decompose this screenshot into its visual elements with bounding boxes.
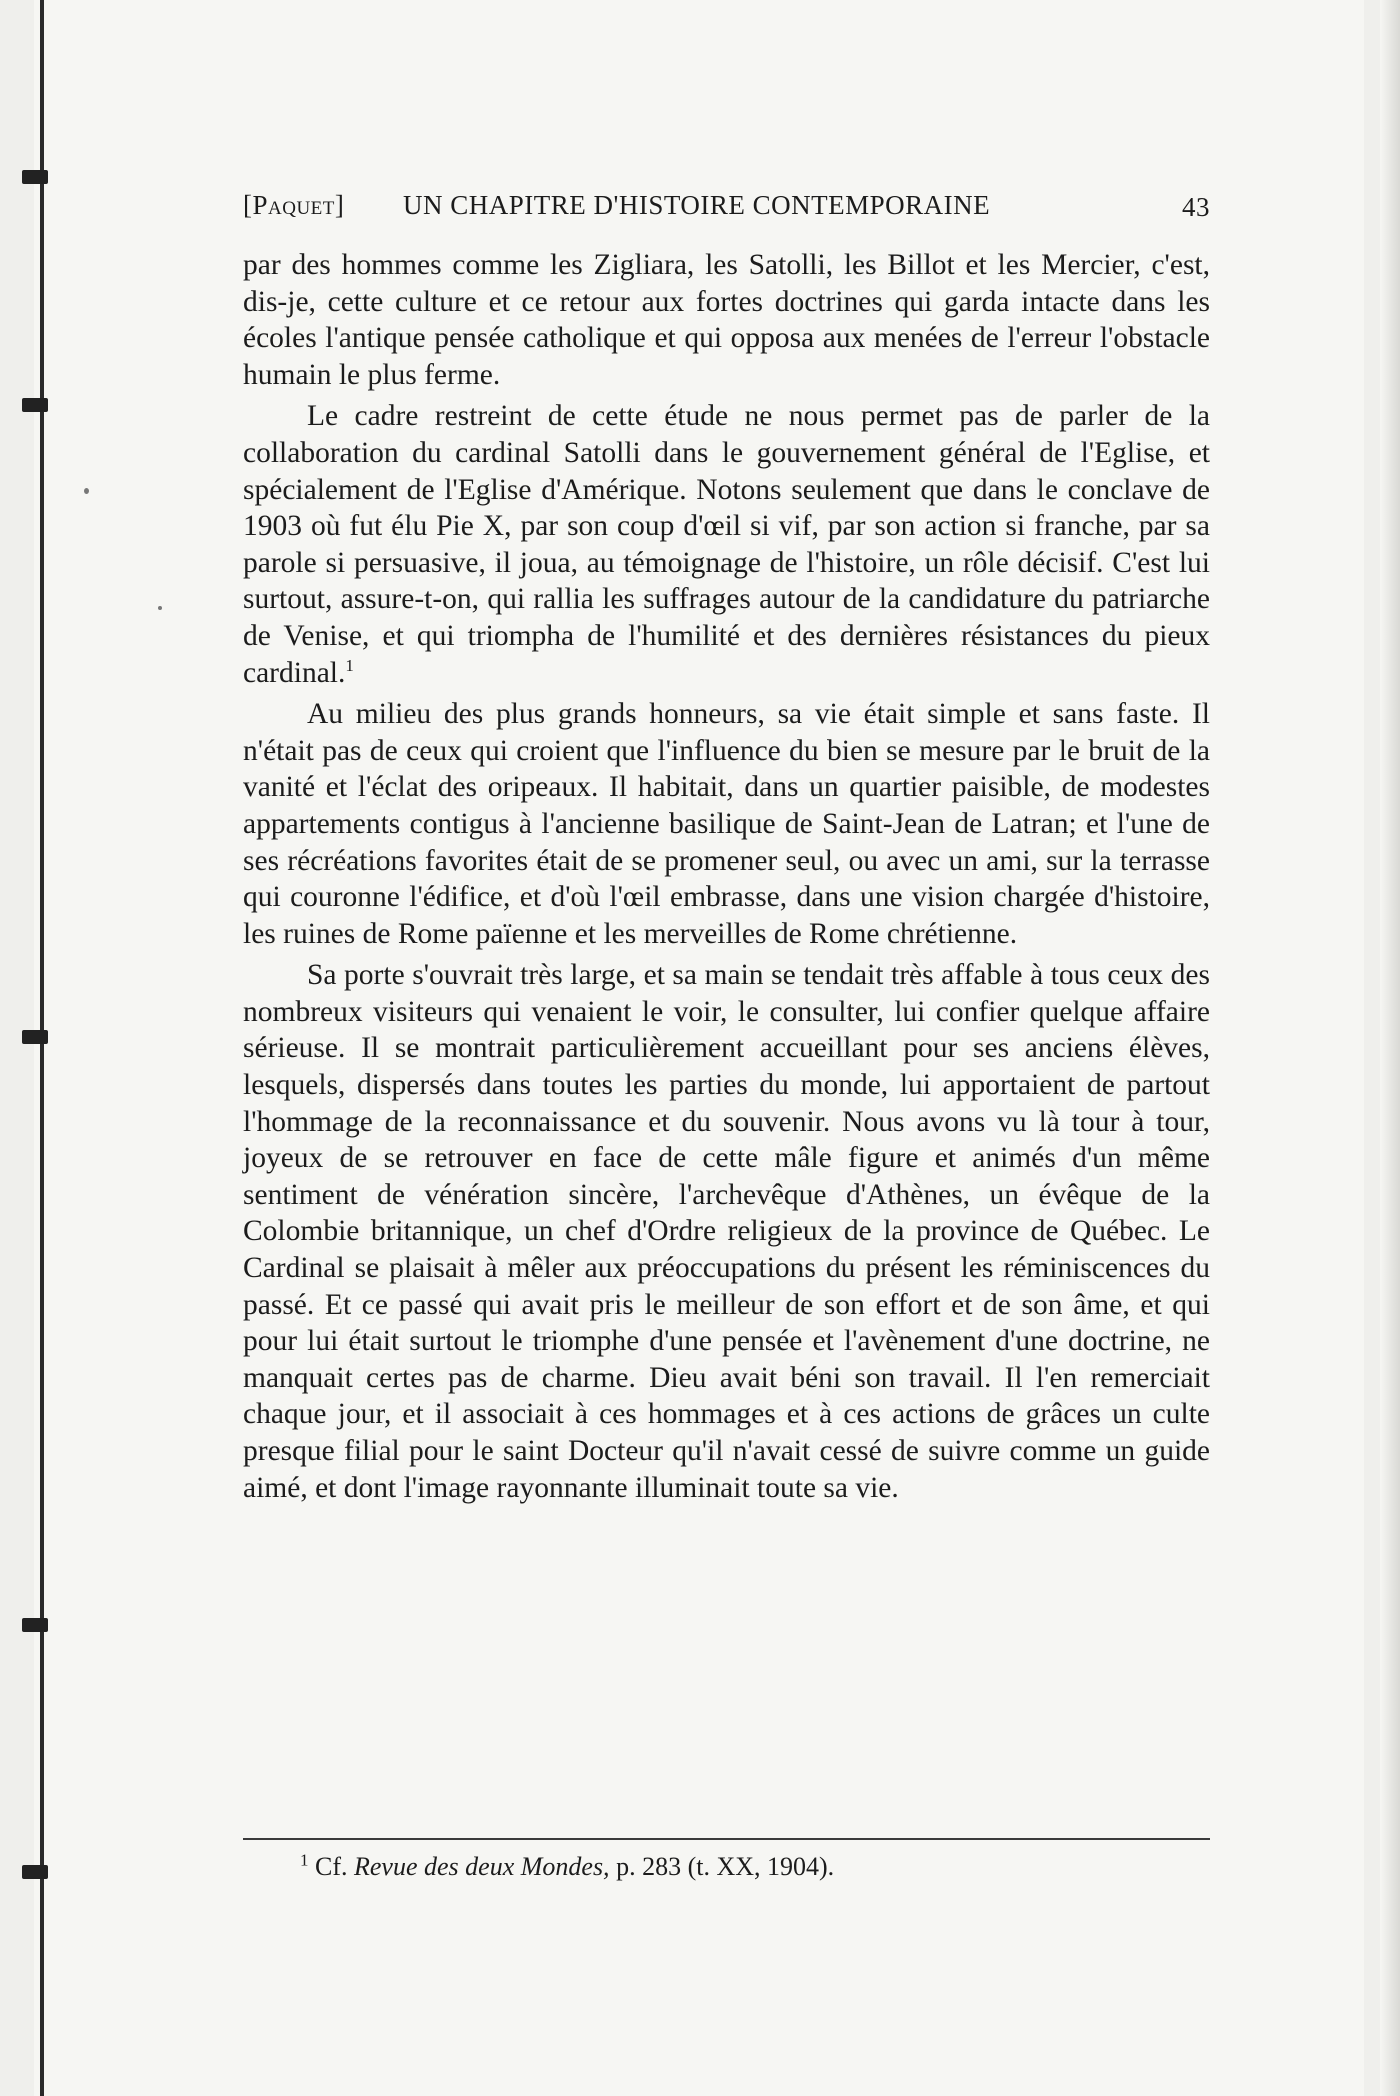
footnote-reference: 1 — [345, 655, 354, 675]
footnote-rule — [243, 1838, 1210, 1840]
header-author: [Paquet] — [243, 190, 345, 220]
body-text — [243, 247, 1210, 1506]
paper-speck — [158, 606, 162, 610]
paragraph: par des hommes comme les Zigliara, les Satolli, les Billot et les Mercier, c'est, dis-je, cette culture et ce retour aux fortes doctrines qui garda intacte dans les écoles l'antique pensée catholique et qui opposa aux menées de l'erreur l'obstacle humain le plus ferme. — [243, 249, 1210, 391]
paragraph — [243, 398, 1210, 691]
paragraph-text: Le cadre restreint de cette étude ne nous permet pas de parler de la collaboration du cardinal Satolli dans le gouvernement général de l'Eglise, et spécialement de l'Eglise d'Amérique. Notons seulement que dans le conclave de 1903 où fut élu Pie X, par son coup d'œil si vif, par son action si franche, par sa parole si persuasive, il joua, au témoignage de l'histoire, un rôle décisif. C'est lui surtout, assure-t-on, qui rallia les suffrages autour de la candidature du patriarche de Venise, et qui triompha de l'humilité et des dernières résistances du pieux cardinal. — [243, 400, 1210, 689]
binding-stitch — [22, 1618, 48, 1632]
binding-stitch — [22, 1865, 48, 1879]
page-edge-shadow — [1380, 0, 1400, 2096]
header-title: UN CHAPITRE D'HISTOIRE CONTEMPORAINE — [403, 190, 991, 220]
paragraph: Au milieu des plus grands honneurs, sa vie était simple et sans faste. Il n'était pas de ceux qui croient que l'influence du bien se mesure par le bruit de la vanité et l'éclat des oripeaux. Il habitait, dans un quartier paisible, de modestes appartements contigus à l'ancienne basilique de Saint-Jean de Latran; et l'une de ses récréations favorites était de se promener seul, ou avec un ami, sur la terrasse qui couronne l'édifice, et d'où l'œil embrasse, dans une vision chargée d'histoire, les ruines de Rome païenne et les merveilles de Rome chrétienne. — [243, 698, 1210, 950]
footnote-rest: p. 283 (t. XX, 1904). — [616, 1852, 835, 1881]
binding-stitch — [22, 170, 48, 184]
page-binding — [40, 0, 44, 2096]
footnote-mark: 1 — [300, 1850, 309, 1870]
footnote-title: Revue des deux Mondes, — [354, 1852, 610, 1881]
footnote — [300, 1850, 1200, 1884]
running-header — [243, 190, 1210, 226]
page-number: 43 — [1182, 192, 1210, 222]
footnote-prefix: Cf. — [315, 1852, 348, 1881]
binding-stitch — [22, 1030, 48, 1044]
paper-speck — [84, 488, 89, 494]
binding-stitch — [22, 398, 48, 412]
paragraph: Sa porte s'ouvrait très large, et sa main se tendait très affable à tous ceux des nombreux visiteurs qui venaient le voir, le consulter, lui confier quelque affaire sérieuse. Il se montrait particulièrement accueillant pour ses anciens élèves, lesquels, dispersés dans toutes les parties du monde, lui apportaient de partout l'hommage de la reconnaissance et du souvenir. Nous avons vu là tour à tour, joyeux de se retrouver en face de cette mâle figure et animés d'un même sentiment de vénération sincère, l'archevêque d'Athènes, un évêque de la Colombie britannique, un chef d'Ordre religieux de la province de Québec. Le Cardinal se plaisait à mêler aux préoccupations du présent les réminiscences du passé. Et ce passé qui avait pris le meilleur de son effort et de son âme, et qui pour lui était surtout le triomphe d'une pensée et l'avènement d'une doctrine, ne manquait certes pas de charme. Dieu avait béni son travail. Il l'en remerciait chaque jour, et il associait à ces hommages et à ces actions de grâces un culte presque filial pour le saint Docteur qu'il n'avait cessé de suivre comme un guide aimé, et dont l'image rayonnante illuminait toute sa vie. — [243, 959, 1210, 1504]
